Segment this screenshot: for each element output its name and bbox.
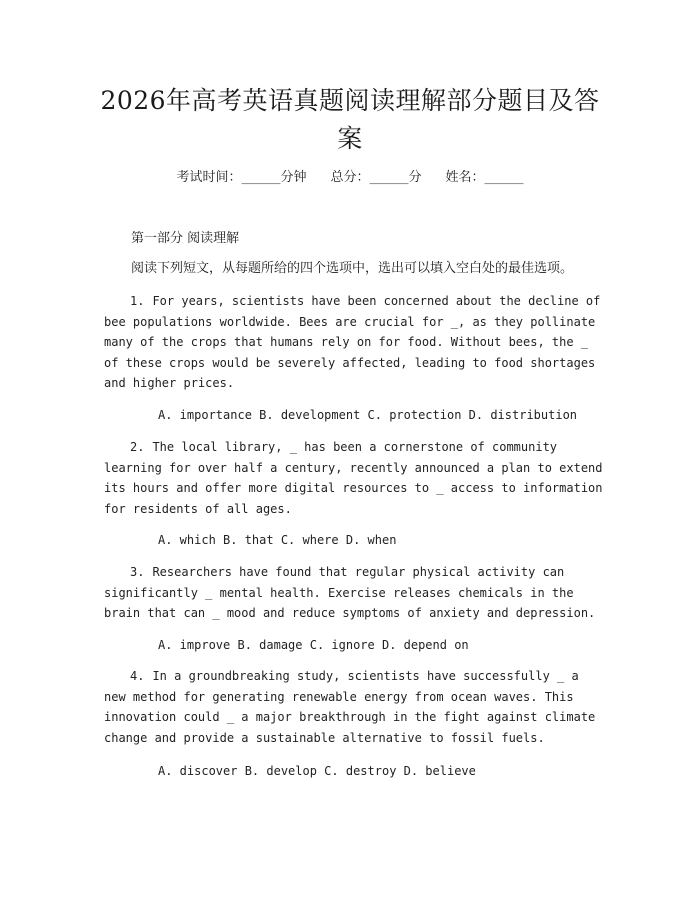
question-3 bbox=[104, 562, 604, 624]
question-2 bbox=[104, 437, 604, 519]
document-title: 2026年高考英语真题阅读理解部分题目及答案 bbox=[100, 86, 600, 153]
question-text: For years, scientists have been concerned about the decline of bee populations worldwide. Bees are crucial for _, as they pollinate many of the crops that humans rely on for food. Without bees, the _ of these crops would be severely affected, leading to food shortages and higher prices. bbox=[104, 294, 601, 390]
question-4 bbox=[104, 666, 604, 748]
section-heading: 第一部分 阅读理解 bbox=[131, 231, 240, 246]
name-field: 姓名：______ bbox=[445, 170, 524, 185]
question-number: 3. bbox=[130, 565, 145, 579]
question-1-options: A. importance B. development C. protection D. distribution bbox=[158, 408, 578, 422]
instruction-text: 阅读下列短文，从每题所给的四个选项中，选出可以填入空白处的最佳选项。 bbox=[131, 261, 574, 276]
question-1 bbox=[104, 291, 604, 394]
question-number: 2. bbox=[130, 440, 145, 454]
question-text: In a groundbreaking study, scientists have successfully _ a new method for generating renewable energy from ocean waves. This innovation could _ a major breakthrough in the fight against climate change and provide a sustainable alternative to fossil fuels. bbox=[104, 669, 596, 745]
question-3-options: A. improve B. damage C. ignore D. depend on bbox=[158, 638, 469, 652]
question-4-options: A. discover B. develop C. destroy D. believe bbox=[158, 764, 476, 778]
question-number: 4. bbox=[130, 669, 145, 683]
question-text: Researchers have found that regular physical activity can significantly _ mental health. Exercise releases chemicals in the brain that can _ mood and reduce symptoms of anxiety and depression. bbox=[104, 565, 596, 620]
question-2-options: A. which B. that C. where D. when bbox=[158, 533, 397, 547]
question-text: The local library, _ has been a cornerstone of community learning for over half a century, recently announced a plan to extend its hours and offer more digital resources to _ access to information for residents of all ages. bbox=[104, 440, 603, 516]
total-score-field: 总分：______分 bbox=[330, 170, 422, 185]
exam-info-line bbox=[0, 168, 700, 188]
question-number: 1. bbox=[130, 294, 145, 308]
exam-time-field: 考试时间：______分钟 bbox=[176, 170, 307, 185]
